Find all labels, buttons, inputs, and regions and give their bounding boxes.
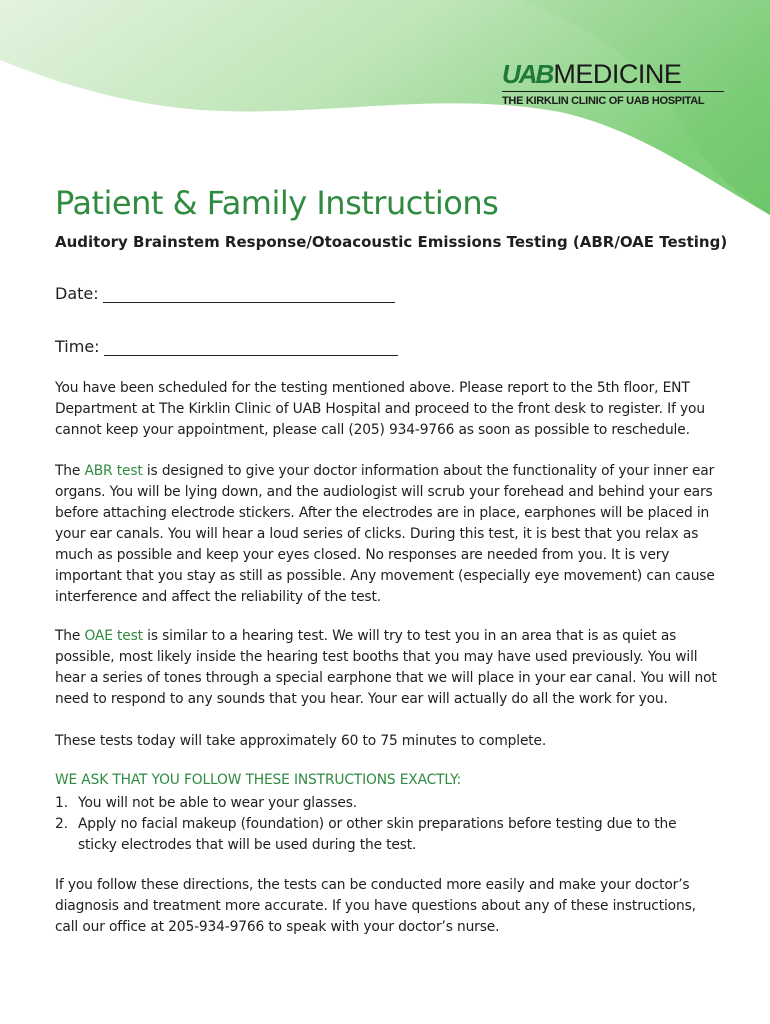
oae-description: is similar to a hearing test. We will try to test you in an area that is as quiet as possible, most likely inside the hearing test booths that you may have used previously. You will hear a series of tones through a special earphone that we will place in your ear canal. You will not need to respond to any sounds that you hear. Your ear will actually do all the work for you. bbox=[55, 628, 717, 707]
instructions-list bbox=[55, 793, 717, 856]
abr-description: is designed to give your doctor information about the functionality of your inner ear organs. You will be lying down, and the audiologist will scrub your forehead and behind your ears before attaching electrode stickers. After the electrodes are in place, earphones will be placed in your ear canals. You will hear a loud series of clicks. During this test, it is best that you relax as much as possible and keep your eyes closed. No responses are needed from you. It is very important that you stay as still as possible. Any movement (especially eye movement) can cause interference and affect the reliability of the test. bbox=[55, 463, 715, 605]
abr-prefix: The bbox=[55, 463, 85, 479]
list-item-number: 1. bbox=[55, 795, 68, 811]
date-label: Date: bbox=[55, 284, 99, 303]
closing-paragraph: If you follow these directions, the tests can be conducted more easily and make your doctor’s diagnosis and treatment more accurate. If you have questions about any of these instructions, call our office at 205-934-9766 to speak with your doctor’s nurse. bbox=[55, 877, 696, 935]
page-title: Patient & Family Instructions bbox=[55, 184, 499, 222]
list-item bbox=[55, 814, 717, 856]
uab-medicine-logo bbox=[502, 60, 724, 107]
logo-uab-mark: UAB bbox=[502, 59, 553, 89]
logo-subtitle: THE KIRKLIN CLINIC OF UAB HOSPITAL bbox=[502, 95, 705, 107]
oae-paragraph bbox=[55, 626, 717, 710]
logo-divider bbox=[502, 91, 724, 92]
date-blank-line bbox=[103, 288, 395, 303]
time-field bbox=[55, 337, 398, 356]
list-item-text: Apply no facial makeup (foundation) or other skin preparations before testing due to the sticky electrodes that will be used during the test. bbox=[78, 816, 677, 853]
abr-term: ABR test bbox=[84, 463, 143, 479]
date-field bbox=[55, 284, 395, 303]
oae-prefix: The bbox=[55, 628, 85, 644]
instructions-heading: WE ASK THAT YOU FOLLOW THESE INSTRUCTIONS EXACTLY: bbox=[55, 772, 462, 788]
intro-paragraph: You have been scheduled for the testing mentioned above. Please report to the 5th floor, ENT Department at The Kirklin Clinic of UAB Hospital and proceed to the front desk to register. If you cannot keep your appointment, please call (205) 934-9766 as soon as possible to reschedule. bbox=[55, 380, 705, 438]
duration-paragraph: These tests today will take approximately 60 to 75 minutes to complete. bbox=[55, 733, 547, 749]
time-blank-line bbox=[104, 341, 398, 356]
abr-paragraph bbox=[55, 461, 717, 608]
list-item-number: 2. bbox=[55, 816, 68, 832]
list-item bbox=[55, 793, 717, 814]
time-label: Time: bbox=[55, 337, 100, 356]
page-subtitle: Auditory Brainstem Response/Otoacoustic Emissions Testing (ABR/OAE Testing) bbox=[55, 233, 728, 251]
list-item-text: You will not be able to wear your glasses. bbox=[78, 795, 357, 811]
logo-wordmark bbox=[502, 60, 724, 88]
oae-term: OAE test bbox=[84, 628, 143, 644]
logo-medicine-text: MEDICINE bbox=[553, 59, 682, 89]
